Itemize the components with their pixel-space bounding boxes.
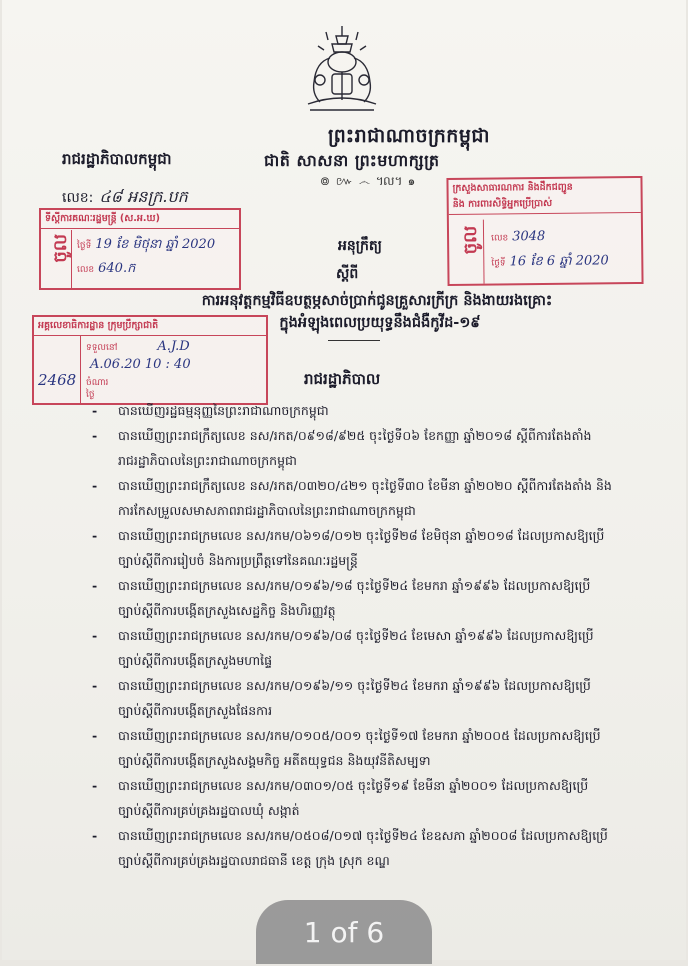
document-page bbox=[2, 0, 686, 960]
stamp-number-row: លេខ 640.ក bbox=[77, 261, 136, 276]
document-title-line2: ក្នុងអំឡុងពេលប្រយុទ្ធនឹងជំងឺកូវីដ-១៩ bbox=[279, 315, 481, 331]
ornament-divider: ៙ ៚ ෴ ៘ ๑ bbox=[320, 174, 417, 188]
stamp-header-2: និង ការពារសិទ្ធិអ្នកប្រើប្រាស់ bbox=[449, 194, 641, 215]
citation-list bbox=[90, 398, 650, 873]
stamp-serial-number: 2468 bbox=[38, 371, 77, 389]
stamp-date-row: ថ្ងៃ bbox=[86, 390, 95, 400]
stamp-time-row: A.06.20 10 : 40 bbox=[90, 357, 191, 372]
list-item: - បានឃើញព្រះរាជក្រមលេខ នស/រកម/០៥០៨/០១៧ ចុះថ្ងៃទី២៤ ខែឧសភា ឆ្នាំ២០០៨ ដែលប្រកាសឱ្យប្រើ ច្បាប់ស្ដីពីការគ្រប់គ្រងរដ្ឋបាលរាជធានី ខេត្ត ក្រុង ស្រុក ខណ្ឌ bbox=[90, 823, 650, 873]
stamp-header: អគ្គលេខាធិការដ្ឋាន ក្រុមប្រឹក្សាជាតិ bbox=[34, 317, 266, 336]
ref-label: លេខ: bbox=[62, 190, 94, 206]
list-item: - បានឃើញព្រះរាជក្រមលេខ នស/រកម/០៣០១/០៥ ចុះថ្ងៃទី១៩ ខែមីនា ឆ្នាំ២០០១ ដែលប្រកាសឱ្យប្រើ ច្បាប់ស្ដីពីការគ្រប់គ្រងរដ្ឋបាលឃុំ សង្កាត់ bbox=[90, 773, 650, 823]
title-underline bbox=[328, 340, 380, 341]
stamp-header: ទីស្ដីការគណៈរដ្ឋមន្ត្រី (ស.អ.ឃ) bbox=[41, 210, 239, 229]
ref-value: ៤៨ អនក្រ.បក bbox=[99, 187, 188, 206]
stamp-mark: ចូល bbox=[459, 225, 482, 255]
document-topic: ស្ដីពី bbox=[336, 266, 359, 282]
national-motto: ជាតិ សាសនា ព្រះមហាក្សត្រ bbox=[264, 151, 440, 170]
stamp-header-1: ក្រសួងសាធារណការ និងដឹកជញ្ជូន bbox=[452, 181, 573, 194]
list-item: - បានឃើញព្រះរាជក្រមលេខ នស/រកម/០៦១៨/០១២ ចុះថ្ងៃទី២៨ ខែមិថុនា ឆ្នាំ២០១៨ ដែលប្រកាសឱ្យប្រើ ច្បាប់ស្ដីពីការរៀបចំ និងការប្រព្រឹត្តទៅនៃគណៈរដ្ឋមន្ត្រី bbox=[90, 523, 650, 573]
list-item: - បានឃើញព្រះរាជក្រមលេខ នស/រកម/០១៩៦/១១ ចុះថ្ងៃទី២៤ ខែមករា ឆ្នាំ១៩៩៦ ដែលប្រកាសឱ្យប្រើ ច្បាប់ស្ដីពីការបង្កើតក្រសួងផែនការ bbox=[90, 673, 650, 723]
kingdom-heading: ព្រះរាជាណាចក្រកម្ពុជា bbox=[328, 125, 490, 147]
stamp-date-row: ថ្ងៃទី 16 ខែ 6 ឆ្នាំ 2020 bbox=[491, 253, 609, 270]
page-indicator: 1 of 6 bbox=[256, 900, 432, 964]
receipt-stamp-right-top bbox=[446, 176, 643, 286]
stamp-number-row: លេខ 3048 bbox=[491, 228, 546, 245]
list-item: - បានឃើញព្រះរាជក្រឹត្យលេខ នស/រកត/០៩១៨/៩២៥ ចុះថ្ងៃទី០៦ ខែកញ្ញា ឆ្នាំ២០១៨ ស្ដីពីការតែងតាំង រាជរដ្ឋាភិបាលនៃព្រះរាជាណាចក្រកម្ពុជា bbox=[90, 423, 650, 473]
list-item: - បានឃើញព្រះរាជក្រមលេខ នស/រកម/០១៩៦/០៨ ចុះថ្ងៃទី២៤ ខែមេសា ឆ្នាំ១៩៩៦ ដែលប្រកាសឱ្យប្រើ ច្បាប់ស្ដីពីការបង្កើតក្រសួងមហាផ្ទៃ bbox=[90, 623, 650, 673]
royal-emblem-icon bbox=[296, 22, 388, 118]
list-item: - បានឃើញរដ្ឋធម្មនុញ្ញនៃព្រះរាជាណាចក្រកម្ពុជា bbox=[90, 398, 650, 423]
document-type: អនុក្រឹត្យ bbox=[338, 238, 382, 254]
government-label: រាជរដ្ឋាភិបាលកម្ពុជា bbox=[62, 150, 172, 168]
list-item: - បានឃើញព្រះរាជក្រឹត្យលេខ នស/រកត/០៣២០/៤២១ ចុះថ្ងៃទី៣០ ខែមីនា ឆ្នាំ២០២០ ស្ដីពីការតែងតាំង និង ការកែសម្រួលសមាសភាពរាជរដ្ឋាភិបាលនៃព្រះរាជាណាចក្រកម្ពុជា bbox=[90, 473, 650, 523]
receipt-stamp-left-top bbox=[39, 208, 241, 290]
document-title-line1: ការអនុវត្តកម្មវិធីឧបត្ថម្ភសាច់ប្រាក់ជូនគ្រួសារក្រីក្រ និងងាយរងគ្រោះ bbox=[201, 293, 553, 309]
stamp-received-row: ទទួលនៅ A.J.D bbox=[86, 339, 190, 354]
list-item: - បានឃើញព្រះរាជក្រមលេខ នស/រកម/០១៩៦/១៨ ចុះថ្ងៃទី២៤ ខែមករា ឆ្នាំ១៩៩៦ ដែលប្រកាសឱ្យប្រើ ច្បាប់ស្ដីពីការបង្កើតក្រសួងសេដ្ឋកិច្ច និងហិរញ្ញវត្ថុ bbox=[90, 573, 650, 623]
list-item: - បានឃើញព្រះរាជក្រមលេខ នស/រកម/០១០៥/០០១ ចុះថ្ងៃទី១៧ ខែមករា ឆ្នាំ២០០៥ ដែលប្រកាសឱ្យប្រើ ច្បាប់ស្ដីពីការបង្កើតក្រសួងសង្គមកិច្ច អតីតយុទ្ធជន និងយុវនីតិសម្បទា bbox=[90, 723, 650, 773]
government-heading: រាជរដ្ឋាភិបាល bbox=[304, 370, 381, 388]
stamp-note-row: ចំណារ bbox=[86, 378, 109, 388]
stamp-date-row: ថ្ងៃទី 19 ខែ មិថុនា ឆ្នាំ 2020 bbox=[77, 237, 216, 252]
reference-number bbox=[62, 186, 188, 210]
stamp-mark: ចូល bbox=[50, 234, 71, 263]
